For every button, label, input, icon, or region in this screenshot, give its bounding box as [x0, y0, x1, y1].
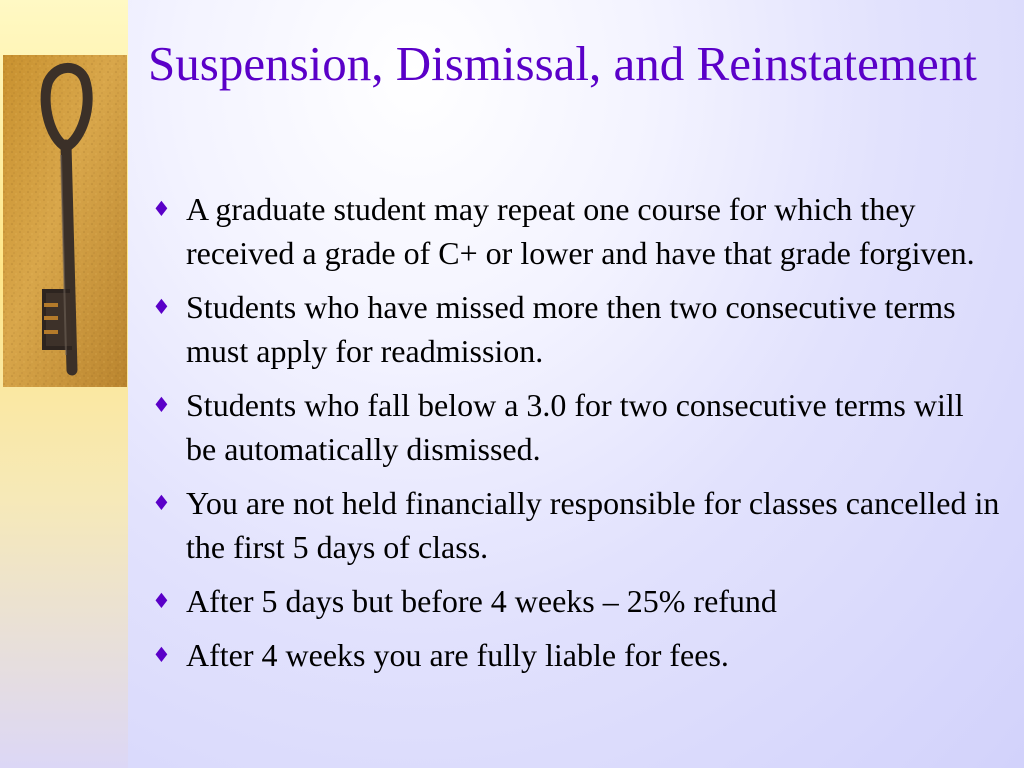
bullet-text-3: Students who fall below a 3.0 for two consecutive terms will be automatically dismissed.	[186, 387, 964, 467]
bullet-text-4: You are not held financially responsible for classes cancelled in the first 5 days of class.	[186, 485, 1000, 565]
bullet-item-1	[150, 187, 1000, 275]
bullet-text-2: Students who have missed more then two consecutive terms must apply for readmission.	[186, 289, 956, 369]
diamond-bullet-icon: ♦	[152, 393, 171, 417]
bullet-item-6	[150, 633, 1000, 677]
bullet-text-5: After 5 days but before 4 weeks – 25% refund	[186, 583, 777, 619]
bullet-list	[150, 187, 1000, 687]
bullet-item-3	[150, 383, 1000, 471]
slide-title: Suspension, Dismissal, and Reinstatement	[148, 36, 977, 91]
bullet-item-5	[150, 579, 1000, 623]
diamond-bullet-icon: ♦	[152, 295, 171, 319]
diamond-bullet-icon: ♦	[152, 197, 171, 221]
diamond-bullet-icon: ♦	[152, 643, 171, 667]
key-icon	[3, 55, 127, 387]
bullet-text-6: After 4 weeks you are fully liable for fees.	[186, 637, 729, 673]
diamond-bullet-icon: ♦	[152, 589, 171, 613]
bullet-text-1: A graduate student may repeat one course for which they received a grade of C+ or lower and have that grade forgiven.	[186, 191, 975, 271]
old-key-image	[3, 55, 127, 387]
diamond-bullet-icon: ♦	[152, 491, 171, 515]
bullet-item-4	[150, 481, 1000, 569]
bullet-item-2	[150, 285, 1000, 373]
